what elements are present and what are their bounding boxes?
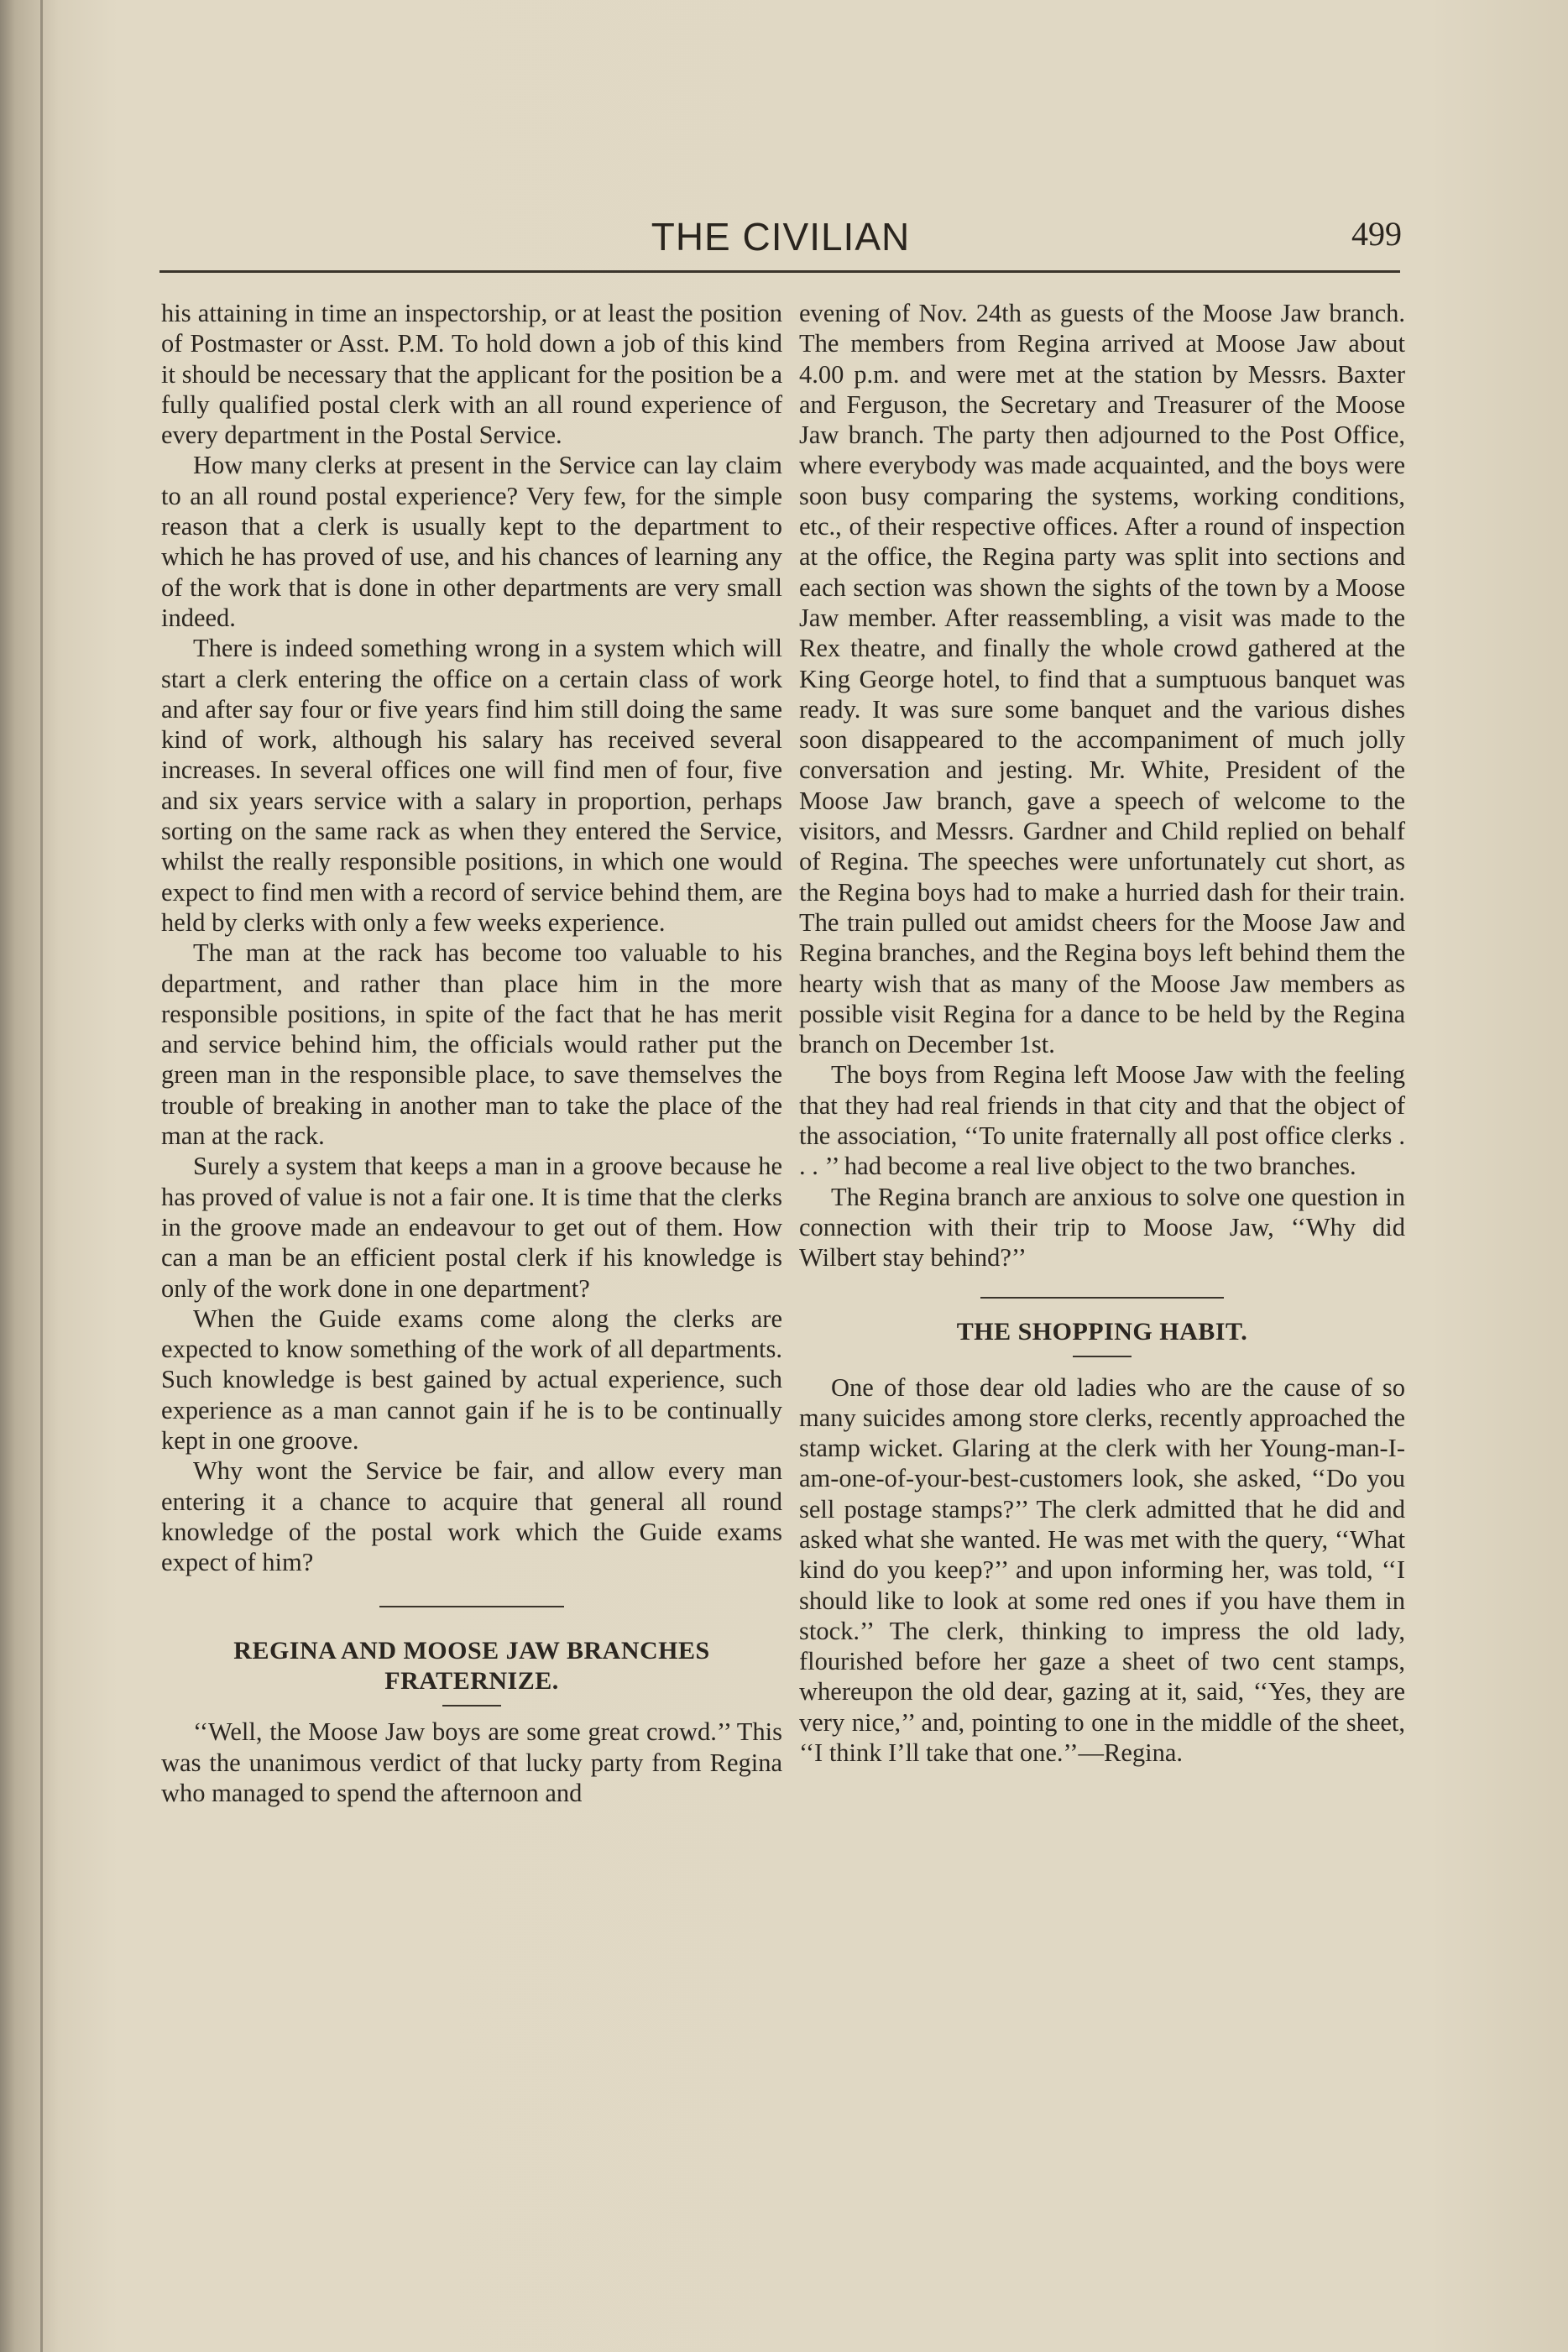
paragraph: his attaining in time an inspectorship, or at least the position of Postmaster or Asst. P.M. To hold down a job of this kind it should be necessary that the applicant for the position be a fully qualified postal clerk with an all round experience of every department in the Postal Service.: [161, 299, 782, 450]
paragraph: There is indeed something wrong in a system which will start a clerk entering the office on a certain class of work and after say four or five years find him still doing the same kind of work, although his salary has received several increases. In several offices one will find men of four, five and six years service with a salary in proportion, perhaps sorting on the same rack as when they entered the Service, whilst the really responsible positions, in which one would expect to find men with a record of service behind them, are held by clerks with only a few weeks experience.: [161, 634, 782, 937]
paragraph: How many clerks at present in the Service can lay claim to an all round postal experience? Very few, for the simple reason that a clerk is usually kept to the department to which he has proved of use, and his chances of learning any of the work that is done in other departments are very small indeed.: [161, 451, 782, 632]
header-rule: [159, 270, 1400, 273]
section-divider: [379, 1606, 564, 1607]
paragraph: The man at the rack has become too valuable to his department, and rather than place him in the more responsible positions, in spite of the fact that he has merit and service behind him, the officials would rather put the green man in the responsible place, to save themselves the trouble of breaking in another man to take the place of the man at the rack.: [161, 938, 782, 1151]
paragraph: When the Guide exams come along the clerks are expected to know something of the work of all departments. Such knowledge is best gained by actual experience, such experience as a man cannot gain if he is to be continually kept in one groove.: [161, 1304, 782, 1455]
paragraph: One of those dear old ladies who are the cause of so many suicides among store clerks, recently approached the stamp wicket. Glaring at the clerk with her Young-man-I-am-one-of-your-best-customers look, she asked, ‘‘Do you sell postage stamps?’’ The clerk admitted that he did and asked what she wanted. He was met with the query, ‘‘What kind do you keep?’’ and upon informing her, was told, ‘‘I should like to look at some red ones if you have them in stock.’’ The clerk, thinking to impress the old lady, flourished before her gaze a sheet of two cent stamps, whereupon the old dear, gazing at it, said, ‘‘Yes, they are very nice,’’ and, pointing to one in the middle of the sheet, ‘‘I think I’ll take that one.’’—Regina.: [799, 1372, 1405, 1768]
article-heading: THE SHOPPING HABIT.: [956, 1317, 1248, 1346]
paragraph: The Regina branch are anxious to solve one question in connection with their trip to Moose Jaw, ‘‘Why did Wilbert stay behind?’’: [799, 1182, 1405, 1273]
section-divider: [980, 1297, 1224, 1299]
page-header: [159, 214, 1402, 273]
article-heading-line: FRATERNIZE.: [384, 1667, 559, 1696]
paragraph: ‘‘Well, the Moose Jaw boys are some great crowd.’’ This was the unanimous verdict of that lucky party from Regina who managed to spend the afternoon and: [161, 1717, 782, 1808]
paragraph: The boys from Regina left Moose Jaw with the feeling that they had real friends in that city and that the object of the association, ‘‘To unite fraternally all post office clerks . . . ’’ had become a real live object to the two branches.: [799, 1060, 1405, 1181]
paragraph: Why wont the Service be fair, and allow every man entering it a chance to acquire that general all round knowledge of the postal work which the Guide exams expect of him?: [161, 1456, 782, 1577]
heading-underline: [442, 1705, 501, 1707]
binding-gutter: [40, 0, 43, 2352]
page-number: 499: [1351, 215, 1402, 253]
article-heading-line: REGINA AND MOOSE JAW BRANCHES: [233, 1637, 710, 1665]
paragraph: evening of Nov. 24th as guests of the Moose Jaw branch. The members from Regina arrived at Moose Jaw about 4.00 p.m. and were met at the station by Messrs. Baxter and Ferguson, the Secretary and Treasurer of the Moose Jaw branch. The party then adjourned to the Post Office, where everybody was made acquainted, and the boys were soon busy comparing the systems, working conditions, etc., of their respective offices. After a round of inspection at the office, the Regina party was split into sections and each section was shown the sights of the town by a Moose Jaw member. After reassembling, a visit was made to the Rex theatre, and finally the whole crowd gathered at the King George hotel, to find that a sumptuous banquet was ready. It was sure some banquet and the various dishes soon disappeared to the accompaniment of much jolly conversation and jesting. Mr. White, President of the Moose Jaw branch, gave a speech of welcome to the visitors, and Messrs. Gardner and Child replied on behalf of Regina. The speeches were unfortunately cut short, as the Regina boys had to make a hurried dash for their train. The train pulled out amidst cheers for the Moose Jaw and Regina branches, and the Regina boys left behind them the hearty wish that as many of the Moose Jaw members as possible visit Regina for a dance to be held by the Regina branch on December 1st.: [799, 299, 1405, 1059]
right-column: [799, 298, 1405, 1768]
heading-underline: [1073, 1356, 1132, 1357]
publication-title: THE CIVILIAN: [651, 215, 911, 259]
left-column: [161, 298, 782, 1808]
paragraph: Surely a system that keeps a man in a groove because he has proved of value is not a fair one. It is time that the clerks in the groove made an endeavour to get out of them. How can a man be an efficient postal clerk if his knowledge is only of the work done in one department?: [161, 1152, 782, 1303]
